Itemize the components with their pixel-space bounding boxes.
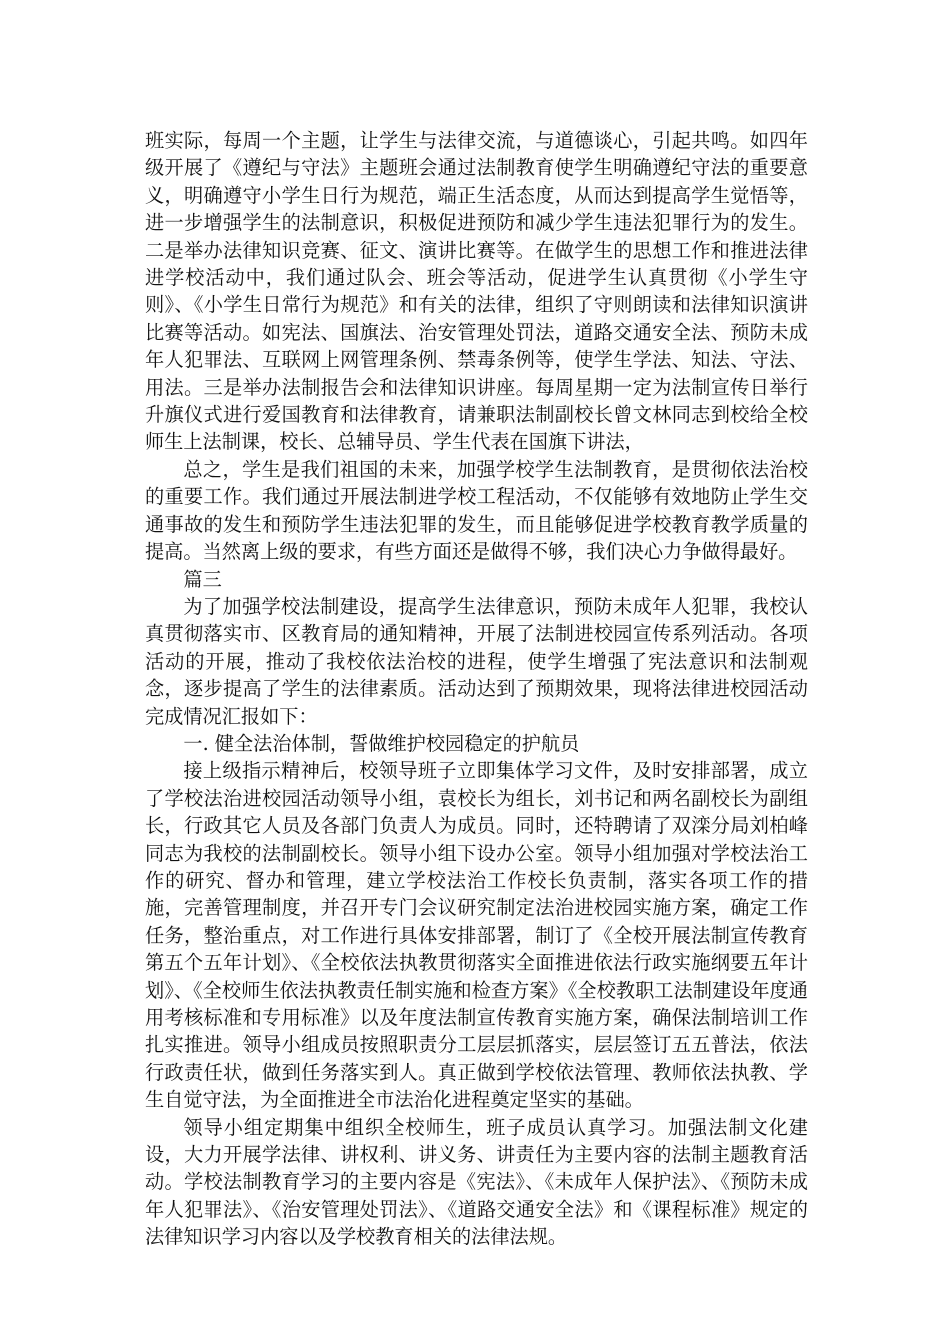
section-title-part-three: 篇三: [183, 567, 222, 591]
section-heading-one: 一. 健全法治体制，誓做维护校园稳定的护航员: [183, 731, 580, 755]
paragraph-introduction: 为了加强学校法制建设，提高学生法律意识，预防未成年人犯罪，我校认真贯彻落实市、区教育局的通知精神，开展了法制进校园宣传系列活动。各项活动的开展，推动了我校依法治校的进程，使学生增强了宪法意识和法制观念，逐步提高了学生的法律素质。活动达到了预期效果，现将法律进校园活动完成情况汇报如下：: [145, 594, 808, 728]
paragraph-study-content: 领导小组定期集中组织全校师生，班子成员认真学习。加强法制文化建设，大力开展学法律、讲权利、讲义务、讲责任为主要内容的法制主题教育活动。学校法制教育学习的主要内容是《宪法》、《未成年人保护法》、《预防未成年人犯罪法》、《治安管理处罚法》、《道路交通安全法》和《课程标准》规定的法律知识学习内容以及学校教育相关的法律法规。: [145, 1115, 808, 1249]
paragraph-leadership-group: 接上级指示精神后，校领导班子立即集体学习文件，及时安排部署，成立了学校法治进校园活动领导小组，袁校长为组长，刘书记和两名副校长为副组长，行政其它人员及各部门负责人为成员。同时，还特聘请了双滦分局刘柏峰同志为我校的法制副校长。领导小组下设办公室。领导小组加强对学校法治工作的研究、督办和管理，建立学校法治工作校长负责制，落实各项工作的措施，完善管理制度，并召开专门会议研究制定法治进校园实施方案，确定工作任务，整治重点，对工作进行具体安排部署，制订了《全校开展法制宣传教育第五个五年计划》、《全校依法执教贯彻落实全面推进依法行政实施纲要五年计划》、《全校师生依法执教责任制实施和检查方案》《全校教职工法制建设年度通用考核标准和专用标准》以及年度法制宣传教育实施方案，确保法制培训工作扎实推进。领导小组成员按照职责分工层层抓落实，层层签订五五普法，依法行政责任状，做到任务落实到人。真正做到学校依法管理、教师依法执教、学生自觉守法，为全面推进全市法治化进程奠定坚实的基础。: [145, 759, 808, 1112]
paragraph-continued-activities: 班实际，每周一个主题，让学生与法律交流，与道德谈心，引起共鸣。如四年级开展了《遵纪与守法》主题班会通过法制教育使学生明确遵纪守法的重要意义，明确遵守小学生日行为规范，端正生活态度，从而达到提高学生觉悟等，进一步增强学生的法制意识，积极促进预防和减少学生违法犯罪行为的发生。二是举办法律知识竞赛、征文、演讲比赛等。在做学生的思想工作和推进法律进学校活动中，我们通过队会、班会等活动，促进学生认真贯彻《小学生守则》、《小学生日常行为规范》和有关的法律，组织了守则朗读和法律知识演讲比赛等活动。如宪法、国旗法、治安管理处罚法，道路交通安全法、预防未成年人犯罪法、互联网上网管理条例、禁毒条例等，使学生学法、知法、守法、用法。三是举办法制报告会和法律知识讲座。每周星期一定为法制宣传日举行升旗仪式进行爱国教育和法律教育，请兼职法制副校长曾文林同志到校给全校师生上法制课，校长、总辅导员、学生代表在国旗下讲法，: [145, 129, 808, 454]
document-page: [145, 127, 808, 1251]
paragraph-summary: 总之，学生是我们祖国的未来，加强学校学生法制教育，是贯彻依法治校的重要工作。我们通过开展法制进学校工程活动，不仅能够有效地防止学生交通事故的发生和预防学生违法犯罪的发生，而且能够促进学校教育教学质量的提高。当然离上级的要求，有些方面还是做得不够，我们决心力争做得最好。: [145, 457, 808, 564]
